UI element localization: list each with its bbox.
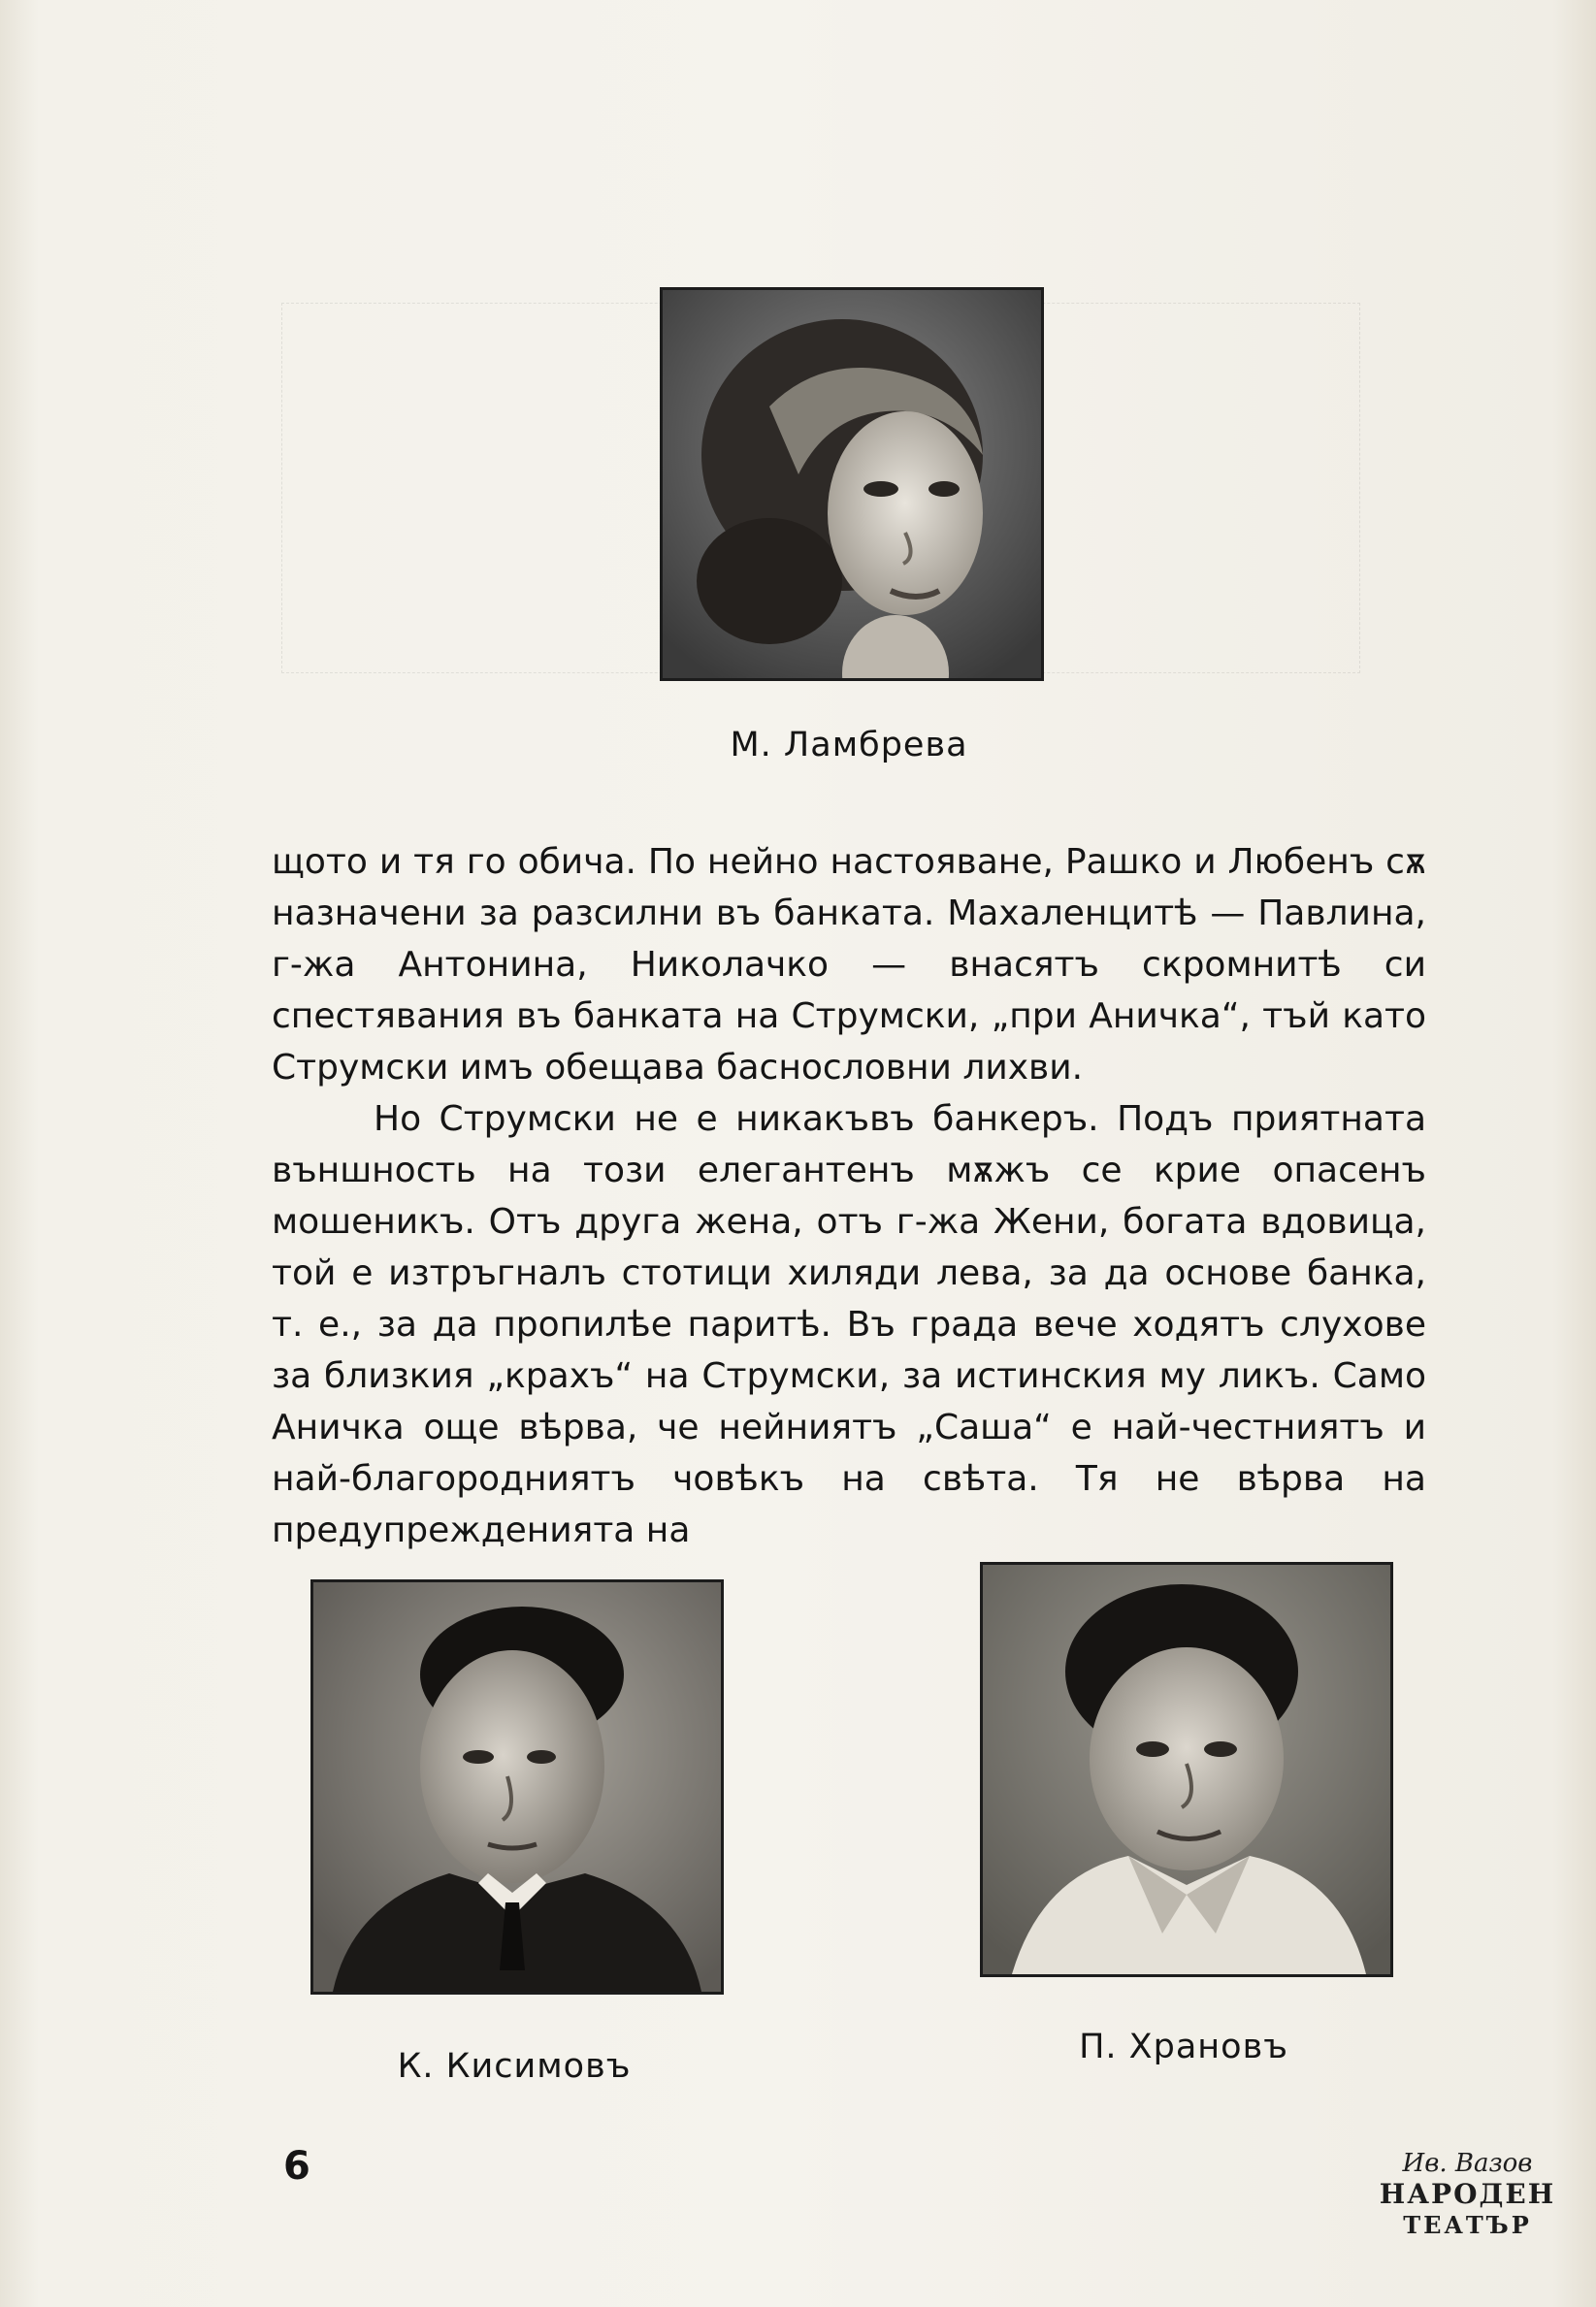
paragraph: Но Струмски не е никакъвъ банкеръ. Подъ приятната външность на този елегантенъ мѫжъ се крие опасенъ мошеникъ. Отъ друга жена, отъ г-жа Жени, богата вдовица, той е изтръгналъ стотици хиляди лева, за да основе банка, т. е., за да пропилѣе паритѣ. Въ града вече ходятъ слухове за близкия „крахъ“ на Струмски, за истинския му ликъ. Само Аничка още вѣрва, че нейниятъ „Саша“ е най-честниятъ и най-благородниятъ човѣкъ на свѣта. Тя не вѣрва на предупрежденията на	[272, 1099, 1426, 1550]
paragraph: щото и тя го обича. По нейно настояване, Рашко и Любенъ сѫ назначени за разсилни въ банката. Махаленцитѣ — Павлина, г-жа Антонина, Николачко — внасятъ скромнитѣ си спестявания въ банката на Струмски, „при Аничка“, тъй като Струмски имъ обещава баснословни лихви.	[272, 842, 1426, 1088]
stamp-line-1: НАРОДЕН	[1379, 2178, 1556, 2210]
portrait-man-icon	[983, 1565, 1390, 1974]
caption-lambreva: М. Ламбрева	[730, 726, 968, 764]
portrait-woman-icon	[663, 290, 1041, 678]
theatre-stamp	[1378, 2149, 1557, 2256]
body-text	[272, 836, 1426, 1556]
caption-hranov: П. Храновъ	[1079, 2028, 1288, 2066]
caption-kisimov: К. Кисимовъ	[397, 2047, 632, 2086]
page-number: 6	[283, 2144, 310, 2189]
photo-kisimov	[310, 1579, 724, 1995]
photo-lambreva	[660, 287, 1044, 681]
portrait-man-icon	[313, 1582, 721, 1992]
photo-hranov	[980, 1562, 1393, 1977]
stamp-signature: Ив. Вазов	[1402, 2149, 1533, 2178]
stamp-line-2: ТЕАТЪР	[1403, 2211, 1532, 2239]
